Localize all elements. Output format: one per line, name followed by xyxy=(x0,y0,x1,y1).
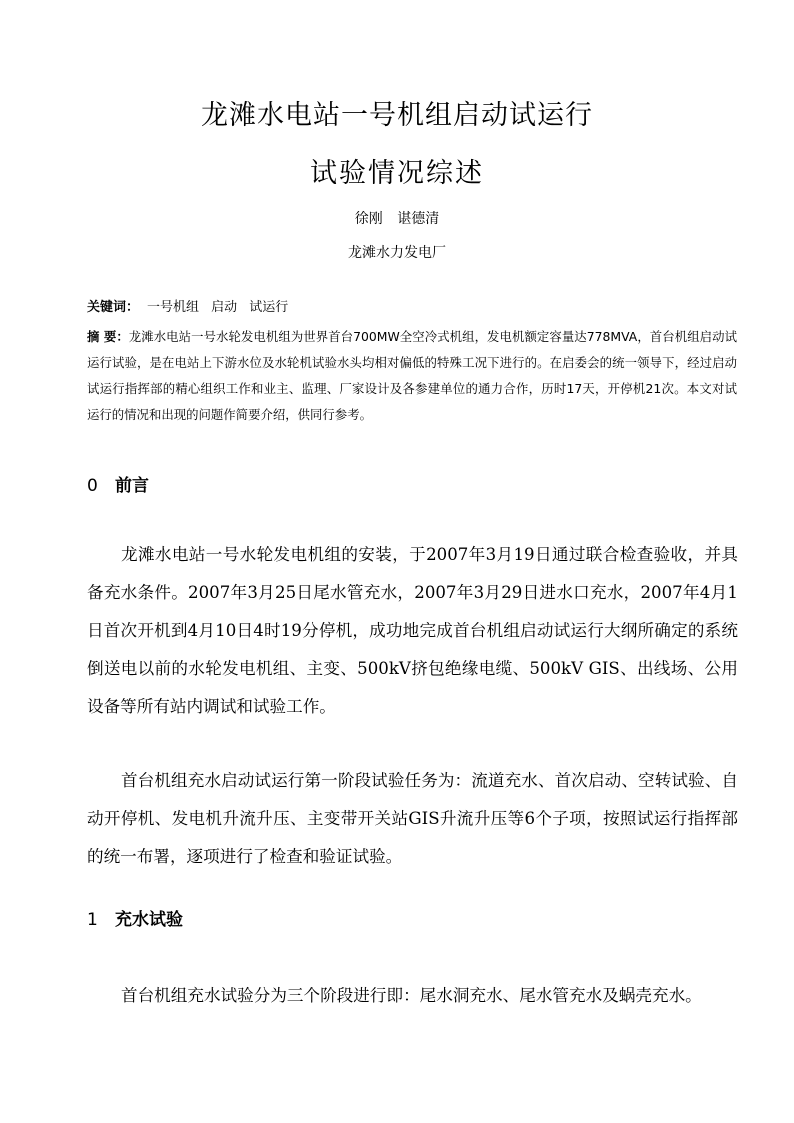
section-title: 充水试验 xyxy=(115,910,183,930)
affiliation: 龙滩水力发电厂 xyxy=(348,245,446,261)
authors: 徐刚 谌德清 xyxy=(354,211,440,227)
abstract-text: 龙滩水电站一号水轮发电机组为世界首台700MW全空冷式机组，发电机额定容量达778MVA，首台机组启动试运行试验，是在电站上下游水位及水轮机试验水头均相对偏低的特殊工况下进行的。在启委会的统一领导下，经过启动试运行指挥部的精心组织工作和业主、监理、厂家设计及各参建单位的通力合作，历时17天，开停机21次。本文对试运行的情况和出现的问题作简要介绍，供同行参考。 xyxy=(87,329,737,422)
paragraph-3: 首台机组充水试验分为三个阶段进行即：尾水洞充水、尾水管充水及蜗壳充水。 xyxy=(121,986,702,1005)
abstract-label: 摘 要： xyxy=(87,329,129,344)
keywords-value: 一号机组 启动 试运行 xyxy=(147,300,289,315)
section-number: 1 xyxy=(87,910,98,930)
keywords-label: 关键词： xyxy=(87,300,140,315)
abstract xyxy=(87,324,737,428)
section-title: 前言 xyxy=(115,476,149,496)
keywords-line xyxy=(87,298,737,318)
section-heading-0 xyxy=(87,473,149,499)
section-heading-1 xyxy=(87,907,183,933)
title-line-2: 试验情况综述 xyxy=(310,158,484,189)
paragraph-1: 龙滩水电站一号水轮发电机组的安装，于2007年3月19日通过联合检查验收，并具备充水条件。2007年3月25日尾水管充水，2007年3月29日进水口充水，2007年4月1日首次开机到4月10日4时19分停机，成功地完成首台机组启动试运行大纲所确定的系统倒送电以前的水轮发电机组、主变、500kV挤包绝缘电缆、500kV GIS、出线场、公用设备等所有站内调试和试验工作。 xyxy=(87,545,738,716)
section-number: 0 xyxy=(87,476,98,496)
paragraph-2: 首台机组充水启动试运行第一阶段试验任务为：流道充水、首次启动、空转试验、自动开停机、发电机升流升压、主变带开关站GIS升流升压等6个子项，按照试运行指挥部的统一布署，逐项进行了检查和验证试验。 xyxy=(87,771,738,866)
title-line-1: 龙滩水电站一号机组启动试运行 xyxy=(201,100,593,131)
